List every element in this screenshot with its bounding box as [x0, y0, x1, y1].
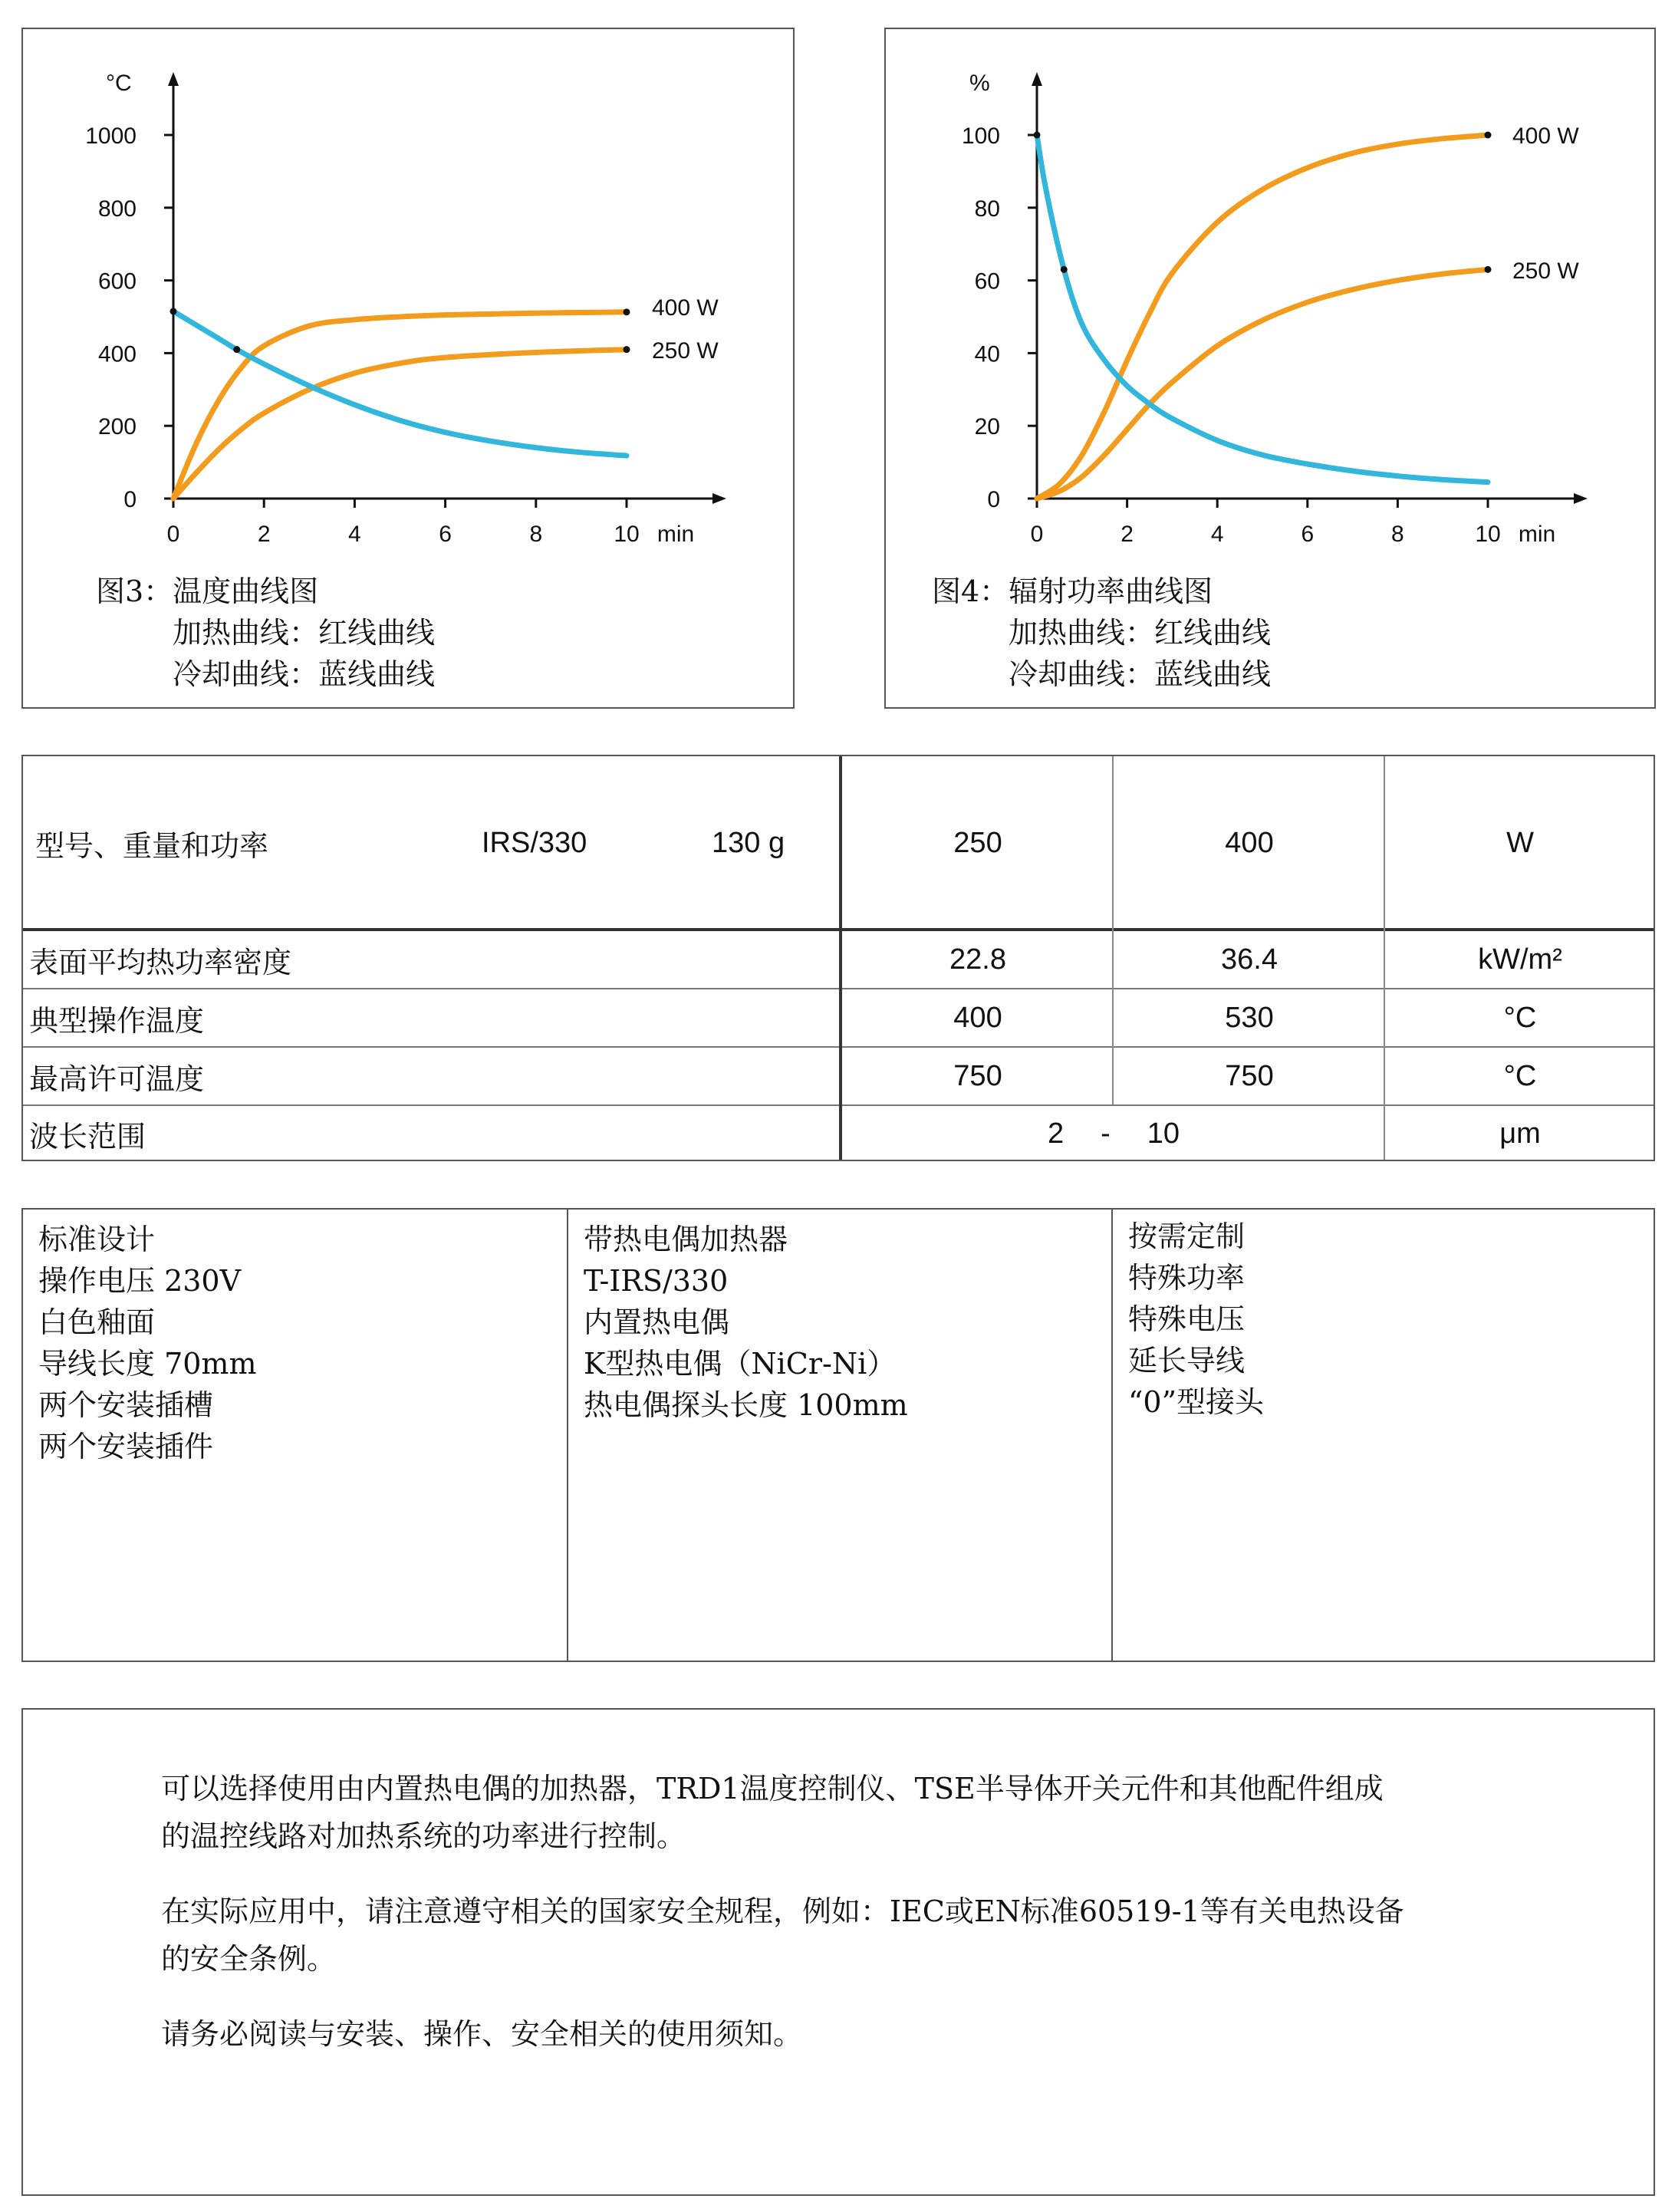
feature-item: 特殊功率: [1128, 1261, 1246, 1295]
radiation-chart-panel: [884, 28, 1656, 709]
x-tick-label: 2: [257, 522, 271, 547]
feature-item: 白色釉面: [38, 1305, 156, 1339]
feature-item: 特殊电压: [1128, 1302, 1246, 1336]
note-line: 的安全条例。: [161, 1942, 337, 1976]
note-paragraph: [161, 2010, 1557, 2058]
spec-row-value: 530: [1225, 1001, 1274, 1034]
caption-heating: 加热曲线：红线曲线: [1009, 616, 1272, 650]
wave-low: 2: [1047, 1117, 1065, 1150]
x-tick-label: 0: [1030, 522, 1044, 547]
y-axis-arrow: [168, 72, 179, 86]
feature-item: 延长导线: [1128, 1344, 1246, 1378]
x-tick-label: 6: [439, 522, 452, 547]
y-tick-label: 40: [974, 341, 1000, 367]
feature-item: 两个安装插件: [38, 1430, 214, 1463]
table-divider: [1384, 756, 1385, 1160]
features-table: [21, 1208, 1655, 1662]
temperature-chart: [23, 29, 796, 566]
spec-power-unit: W: [1506, 826, 1534, 859]
series-line: [173, 312, 627, 499]
chart-caption: [96, 571, 435, 695]
note-line: 可以选择使用由内置热电偶的加热器，TRD1温度控制仪、TSE半导体开关元件和其他配件组成: [161, 1772, 1384, 1805]
table-divider: [23, 988, 1654, 989]
data-point: [170, 308, 177, 314]
spec-row-label: 最高许可温度: [29, 1062, 205, 1096]
series-line: [1037, 135, 1488, 499]
note-line: 请务必阅读与安装、操作、安全相关的使用须知。: [161, 2017, 803, 2051]
feature-col-custom: [1113, 1210, 1654, 1661]
feature-item: 按需定制: [1128, 1220, 1246, 1253]
x-axis-arrow: [1574, 493, 1588, 504]
y-tick-label: 400: [97, 341, 137, 367]
data-point: [1485, 266, 1492, 273]
spec-row-unit: °C: [1503, 1001, 1537, 1034]
note-paragraph: [161, 1888, 1557, 1983]
x-tick-label: 2: [1121, 522, 1134, 547]
y-tick-label: 0: [123, 487, 137, 512]
x-tick-label: 6: [1301, 522, 1315, 547]
y-axis-label: %: [969, 71, 990, 96]
feature-col-standard: [23, 1210, 568, 1661]
feature-col-thermocouple: [568, 1210, 1113, 1661]
y-axis-arrow: [1032, 72, 1042, 86]
feature-item: 操作电压 230V: [38, 1264, 242, 1298]
series-label: 400 W: [1512, 123, 1579, 149]
x-axis-arrow: [712, 493, 726, 504]
x-tick-label: 8: [1391, 522, 1404, 547]
caption-heating: 加热曲线：红线曲线: [173, 616, 436, 650]
data-point: [624, 308, 630, 315]
x-tick-label: 4: [348, 522, 361, 547]
x-tick-label: 10: [614, 522, 640, 547]
data-point: [1485, 132, 1492, 139]
y-tick-label: 60: [974, 268, 1000, 295]
caption-cooling: 冷却曲线：蓝线曲线: [1009, 657, 1272, 691]
x-axis-label: min: [1518, 522, 1556, 547]
feature-item: 导线长度 70mm: [38, 1347, 257, 1381]
y-tick-label: 800: [97, 196, 137, 222]
temperature-chart-panel: [21, 28, 795, 709]
spec-row-value: 400: [953, 1001, 1002, 1034]
spec-row-value: 22.8: [949, 943, 1006, 976]
spec-weight: 130 g: [712, 826, 785, 859]
y-axis-label: °C: [106, 71, 132, 96]
spec-row-value: 36.4: [1221, 943, 1278, 976]
x-tick-label: 8: [529, 522, 543, 547]
wave-dash: -: [1101, 1117, 1111, 1150]
feature-item: 热电偶探头长度 100mm: [584, 1388, 908, 1422]
series-label: 400 W: [652, 295, 719, 321]
spec-row-value: 750: [953, 1059, 1002, 1092]
y-tick-label: 600: [97, 268, 137, 295]
wave-high: 10: [1147, 1117, 1180, 1150]
data-point: [624, 346, 630, 353]
spec-table: [21, 755, 1655, 1161]
note-line: 的温控线路对加热系统的功率进行控制。: [161, 1819, 686, 1853]
note-line: 在实际应用中，请注意遵守相关的国家安全规程，例如：IEC或EN标准60519-1等有关电热设备: [161, 1894, 1404, 1928]
feature-item: K型热电偶（NiCr-Ni）: [584, 1347, 897, 1381]
spec-row-unit: °C: [1503, 1059, 1537, 1092]
note-paragraph: [161, 1765, 1557, 1860]
y-tick-label: 80: [974, 196, 1000, 222]
spec-row-label: 表面平均热功率密度: [29, 945, 292, 979]
spec-model: IRS/330: [482, 826, 587, 859]
spec-wave-label: 波长范围: [29, 1119, 146, 1154]
y-tick-label: 20: [974, 414, 1000, 440]
chart-caption: [932, 571, 1271, 695]
data-point: [1061, 266, 1068, 273]
spec-power-400: 400: [1225, 826, 1274, 859]
table-divider: [23, 1104, 1654, 1106]
feature-item: 带热电偶加热器: [584, 1223, 788, 1256]
table-divider: [839, 756, 842, 1160]
series-label: 250 W: [1512, 258, 1579, 284]
spec-row-unit: kW/m²: [1478, 943, 1562, 976]
spec-power-250: 250: [953, 826, 1002, 859]
feature-item: T-IRS/330: [584, 1264, 729, 1298]
y-tick-label: 200: [97, 414, 137, 440]
x-axis-label: min: [657, 522, 695, 547]
spec-wave-range: [842, 1106, 1385, 1161]
table-divider: [1112, 756, 1114, 1104]
feature-item: 两个安装插槽: [38, 1388, 214, 1422]
table-divider: [23, 1046, 1654, 1048]
x-tick-label: 10: [1475, 522, 1501, 547]
y-tick-label: 100: [961, 123, 1000, 149]
feature-item: 内置热电偶: [584, 1305, 730, 1339]
series-label: 250 W: [652, 338, 719, 364]
table-divider: [23, 928, 1654, 931]
data-point: [233, 346, 240, 353]
series-line: [1037, 269, 1488, 499]
spec-header-label: 型号、重量和功率: [35, 828, 269, 863]
x-tick-label: 4: [1210, 522, 1224, 547]
radiation-chart: [886, 29, 1657, 566]
y-tick-label: 0: [987, 487, 1000, 512]
feature-item: 标准设计: [38, 1223, 156, 1256]
data-point: [1034, 132, 1041, 139]
feature-item: “0”型接头: [1128, 1385, 1265, 1419]
caption-title: 图4：辐射功率曲线图: [932, 574, 1213, 608]
notes-box: [21, 1708, 1655, 2196]
caption-cooling: 冷却曲线：蓝线曲线: [173, 657, 436, 691]
x-tick-label: 0: [166, 522, 180, 547]
caption-title: 图3：温度曲线图: [96, 574, 319, 608]
series-line: [173, 311, 627, 456]
spec-row-label: 典型操作温度: [29, 1003, 205, 1038]
spec-wave-unit: μm: [1499, 1117, 1541, 1150]
y-tick-label: 1000: [85, 123, 137, 149]
spec-row-value: 750: [1225, 1059, 1274, 1092]
